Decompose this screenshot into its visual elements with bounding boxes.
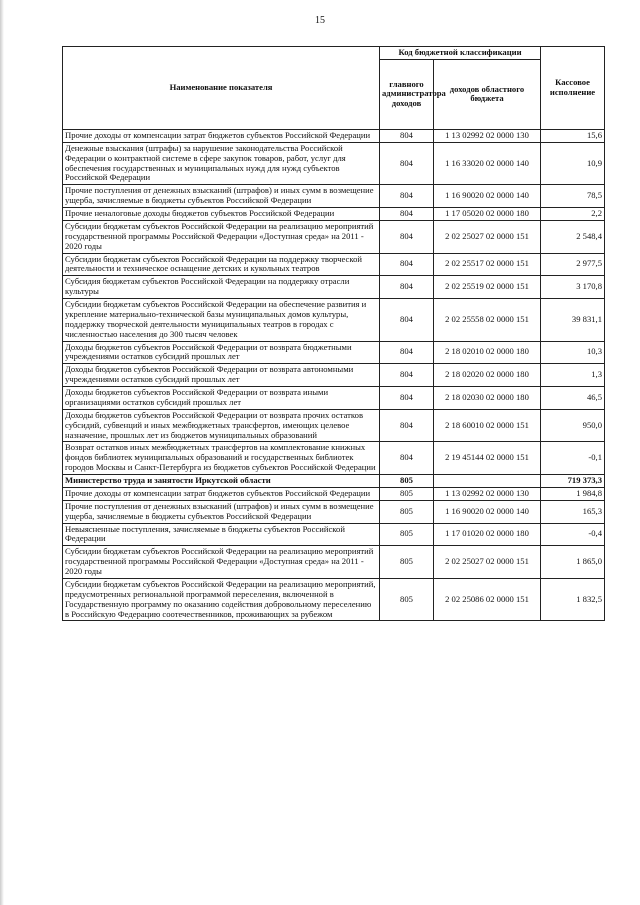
row-code: 1 13 02992 02 0000 130	[434, 129, 541, 142]
row-admin: 804	[380, 299, 434, 342]
row-admin: 805	[380, 523, 434, 546]
row-code: 2 18 02030 02 0000 180	[434, 387, 541, 410]
row-name: Субсидии бюджетам субъектов Российской Федерации на реализацию мероприятий государственной программы Российской Федерации «Доступная среда» на 2011 - 2020 годы	[63, 220, 380, 253]
row-code	[434, 475, 541, 488]
row-code: 2 02 25558 02 0000 151	[434, 299, 541, 342]
table-row	[63, 546, 605, 579]
row-admin: 804	[380, 185, 434, 208]
row-value: 1 984,8	[541, 487, 605, 500]
row-name: Субсидия бюджетам субъектов Российской Федерации на поддержку отрасли культуры	[63, 276, 380, 299]
row-code: 1 16 90020 02 0000 140	[434, 500, 541, 523]
row-value: 1 832,5	[541, 578, 605, 621]
row-code: 2 02 25517 02 0000 151	[434, 253, 541, 276]
row-value: 46,5	[541, 387, 605, 410]
row-admin: 804	[380, 208, 434, 221]
row-admin: 804	[380, 220, 434, 253]
row-value: -0,1	[541, 442, 605, 475]
row-name: Прочие доходы от компенсации затрат бюджетов субъектов Российской Федерации	[63, 129, 380, 142]
row-code: 1 17 01020 02 0000 180	[434, 523, 541, 546]
row-name: Доходы бюджетов субъектов Российской Федерации от возврата иными организациями остатков субсидий прошлых лет	[63, 387, 380, 410]
row-value: 719 373,3	[541, 475, 605, 488]
row-code: 2 02 25027 02 0000 151	[434, 546, 541, 579]
row-code: 2 02 25027 02 0000 151	[434, 220, 541, 253]
row-admin: 804	[380, 142, 434, 185]
row-code: 2 18 02020 02 0000 180	[434, 364, 541, 387]
table-row	[63, 500, 605, 523]
table-row	[63, 409, 605, 442]
table-row	[63, 387, 605, 410]
row-admin: 804	[380, 442, 434, 475]
scan-edge	[0, 0, 4, 905]
row-name: Доходы бюджетов субъектов Российской Федерации от возврата прочих остатков субсидий, субвенций и иных межбюджетных трансфертов, имеющих целевое назначение, прошлых лет из бюджетов муниципальных образований	[63, 409, 380, 442]
row-admin: 805	[380, 578, 434, 621]
table-row	[63, 129, 605, 142]
header-code-group: Код бюджетной классификации	[380, 47, 541, 60]
row-code: 1 13 02992 02 0000 130	[434, 487, 541, 500]
row-code: 2 02 25519 02 0000 151	[434, 276, 541, 299]
row-value: 10,3	[541, 341, 605, 364]
row-admin: 804	[380, 409, 434, 442]
row-value: 2,2	[541, 208, 605, 221]
page-number: 15	[315, 15, 325, 26]
row-name: Субсидии бюджетам субъектов Российской Федерации на реализацию мероприятий, предусмотренных региональной программой переселения, включенной в Государственную программу по оказанию содействия добровольному переселению в Российскую Федерацию соотечественников, проживающих за рубежом	[63, 578, 380, 621]
row-admin: 804	[380, 387, 434, 410]
table-row	[63, 364, 605, 387]
table-row	[63, 253, 605, 276]
row-value: -0,4	[541, 523, 605, 546]
header-indicator: Наименование показателя	[63, 47, 380, 130]
row-name: Субсидии бюджетам субъектов Российской Федерации на реализацию мероприятий государственной программы Российской Федерации «Доступная среда» на 2011 - 2020 годы	[63, 546, 380, 579]
row-code: 2 19 45144 02 0000 151	[434, 442, 541, 475]
table-body	[63, 129, 605, 621]
row-value: 165,3	[541, 500, 605, 523]
row-value: 1,3	[541, 364, 605, 387]
row-admin: 804	[380, 253, 434, 276]
row-code: 2 18 02010 02 0000 180	[434, 341, 541, 364]
row-value: 950,0	[541, 409, 605, 442]
row-name: Субсидии бюджетам субъектов Российской Федерации на поддержку творческой деятельности и техническое оснащение детских и кукольных театров	[63, 253, 380, 276]
header-admin: главного администратора доходов	[380, 59, 434, 129]
table-row	[63, 442, 605, 475]
table-row	[63, 185, 605, 208]
row-admin: 805	[380, 475, 434, 488]
row-value: 2 977,5	[541, 253, 605, 276]
table-row	[63, 578, 605, 621]
header-execution: Кассовое исполнение	[541, 47, 605, 130]
row-name: Прочие поступления от денежных взысканий (штрафов) и иных сумм в возмещение ущерба, зачисляемые в бюджеты субъектов Российской Федерации	[63, 500, 380, 523]
row-code: 2 02 25086 02 0000 151	[434, 578, 541, 621]
row-admin: 805	[380, 500, 434, 523]
row-admin: 805	[380, 487, 434, 500]
row-admin: 804	[380, 129, 434, 142]
row-name: Доходы бюджетов субъектов Российской Федерации от возврата автономными учреждениями остатков субсидий прошлых лет	[63, 364, 380, 387]
table-row	[63, 220, 605, 253]
row-name: Прочие поступления от денежных взысканий (штрафов) и иных сумм в возмещение ущерба, зачисляемые в бюджеты субъектов Российской Федерации	[63, 185, 380, 208]
row-value: 78,5	[541, 185, 605, 208]
row-value: 15,6	[541, 129, 605, 142]
table-row	[63, 276, 605, 299]
budget-table	[62, 46, 605, 621]
row-code: 1 17 05020 02 0000 180	[434, 208, 541, 221]
row-value: 39 831,1	[541, 299, 605, 342]
table-row	[63, 487, 605, 500]
table-row	[63, 208, 605, 221]
row-value: 3 170,8	[541, 276, 605, 299]
table-row	[63, 475, 605, 488]
table-row	[63, 142, 605, 185]
table-row	[63, 299, 605, 342]
row-code: 1 16 90020 02 0000 140	[434, 185, 541, 208]
row-code: 2 18 60010 02 0000 151	[434, 409, 541, 442]
row-name: Доходы бюджетов субъектов Российской Федерации от возврата бюджетными учреждениями остатков субсидий прошлых лет	[63, 341, 380, 364]
table-row	[63, 523, 605, 546]
row-admin: 804	[380, 341, 434, 364]
row-value: 10,9	[541, 142, 605, 185]
header-income-code: доходов областного бюджета	[434, 59, 541, 129]
row-name: Невыясненные поступления, зачисляемые в бюджеты субъектов Российской Федерации	[63, 523, 380, 546]
table-row	[63, 341, 605, 364]
row-name: Возврат остатков иных межбюджетных трансфертов на комплектование книжных фондов библиотек муниципальных образований и государственных библиотек городов Москвы и Санкт-Петербурга из бюджетов субъектов Российской Федерации	[63, 442, 380, 475]
row-name: Денежные взыскания (штрафы) за нарушение законодательства Российской Федерации о контрактной системе в сфере закупок товаров, работ, услуг для обеспечения государственных и муниципальных нужд для нужд субъектов Российской Федерации	[63, 142, 380, 185]
row-admin: 804	[380, 276, 434, 299]
row-name: Субсидии бюджетам субъектов Российской Федерации на обеспечение развития и укрепление материально-технической базы муниципальных домов культуры, поддержку творческой деятельности муниципальных театров в городах с численностью населения до 300 тысяч человек	[63, 299, 380, 342]
row-name: Прочие доходы от компенсации затрат бюджетов субъектов Российской Федерации	[63, 487, 380, 500]
row-name: Министерство труда и занятости Иркутской области	[63, 475, 380, 488]
row-code: 1 16 33020 02 0000 140	[434, 142, 541, 185]
row-admin: 804	[380, 364, 434, 387]
row-admin: 805	[380, 546, 434, 579]
row-value: 2 548,4	[541, 220, 605, 253]
row-value: 1 865,0	[541, 546, 605, 579]
row-name: Прочие неналоговые доходы бюджетов субъектов Российской Федерации	[63, 208, 380, 221]
